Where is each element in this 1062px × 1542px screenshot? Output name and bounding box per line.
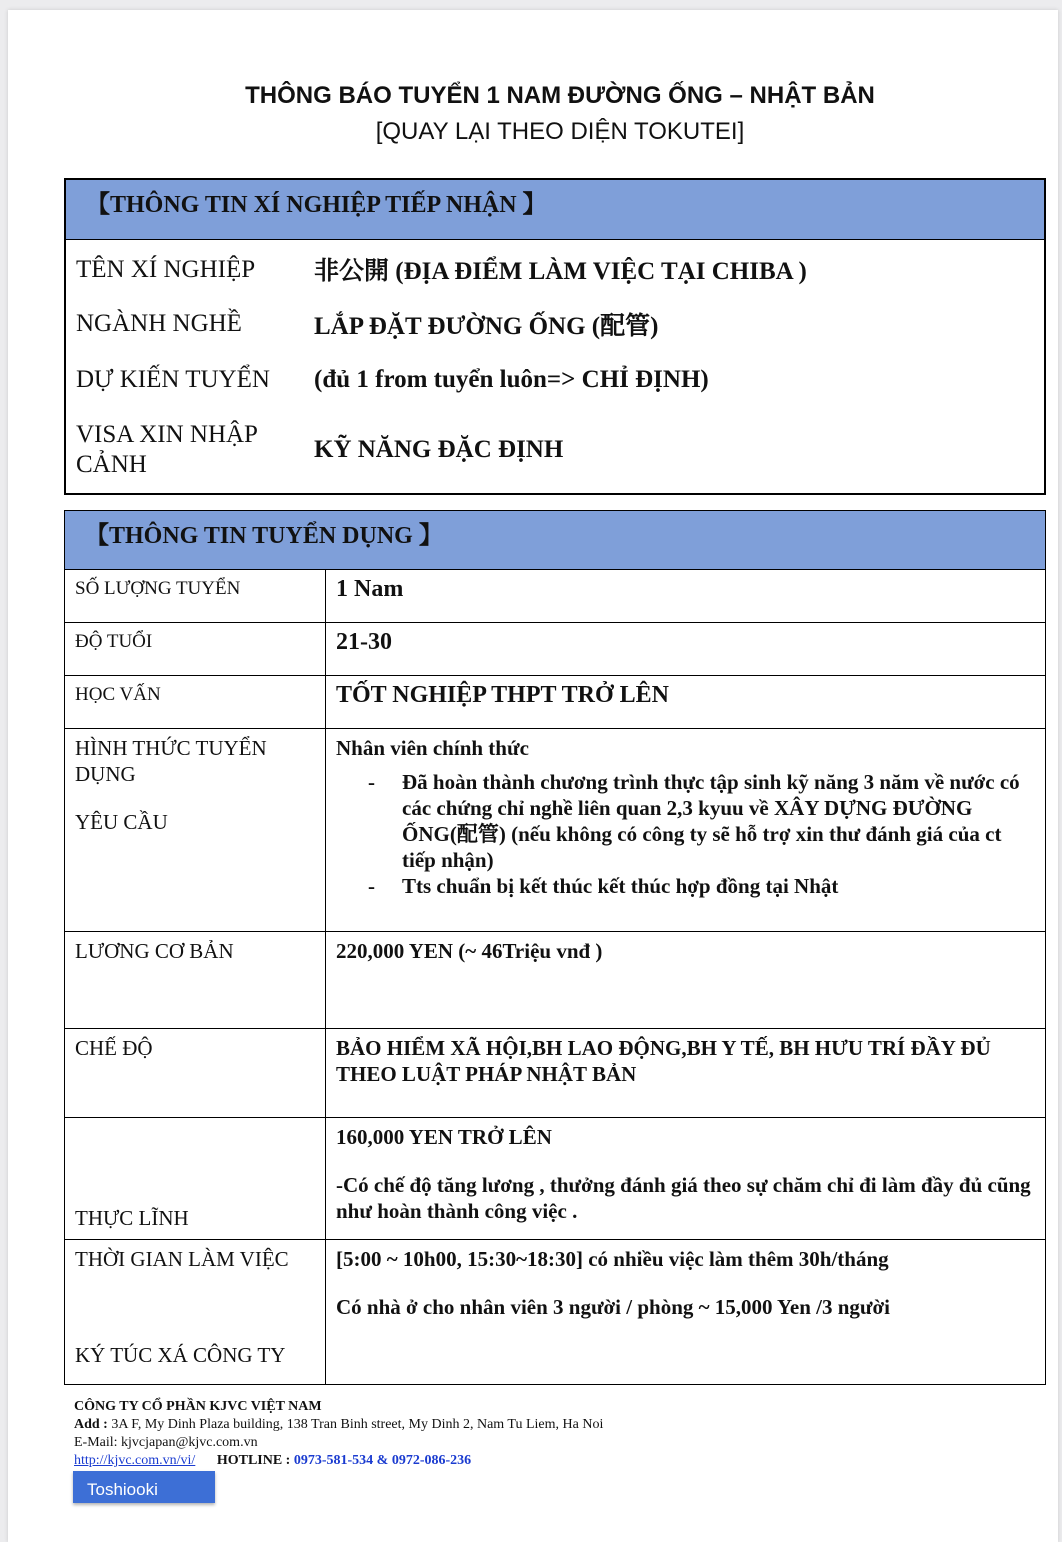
row-label: TÊN XÍ NGHIỆP <box>76 255 256 283</box>
education-value: TỐT NGHIỆP THPT TRỞ LÊN <box>326 676 1046 729</box>
list-item: - Tts chuẩn bị kết thúc kết thúc hợp đồng tại Nhật <box>402 873 1037 899</box>
table-row <box>65 570 1046 623</box>
salary-value: 220,000 YEN (~ 46Triệu vnđ ) <box>326 932 1046 1029</box>
dorm-label: KÝ TÚC XÁ CÔNG TY <box>75 1343 286 1367</box>
table-row <box>65 1029 1046 1118</box>
author-badge: Toshiooki <box>73 1471 215 1503</box>
form-label: HÌNH THỨC TUYỂN DỤNG <box>75 736 267 786</box>
net-label: THỰC LĨNH <box>65 1118 326 1240</box>
company-footer <box>74 1398 603 1470</box>
requirements-list <box>336 769 1037 899</box>
row-value: (đủ 1 from tuyển luôn=> CHỈ ĐỊNH) <box>314 366 709 393</box>
education-label: HỌC VẤN <box>65 676 326 729</box>
hotline-label: HOTLINE : <box>216 1453 291 1468</box>
footer-company: CÔNG TY CỔ PHẦN KJVC VIỆT NAM <box>74 1399 322 1414</box>
hotline-number: 0973-581-534 & 0972-086-236 <box>293 1453 472 1468</box>
quantity-label: SỐ LƯỢNG TUYỂN <box>65 570 326 623</box>
page-subtitle: [QUAY LẠI THEO DIỆN TOKUTEI] <box>375 118 745 145</box>
row-label: DỰ KIẾN TUYỂN <box>76 366 270 393</box>
company-info-heading: 【THÔNG TIN XÍ NGHIỆP TIẾP NHẬN 】 <box>65 179 1045 240</box>
row-value: KỸ NĂNG ĐẶC ĐỊNH <box>314 436 564 463</box>
table-row <box>65 729 1046 932</box>
recruit-info-table <box>64 510 1046 1385</box>
row-label: VISA XIN NHẬP CẢNH <box>76 421 258 478</box>
website-link[interactable]: http://kjvc.com.vn/vi/ <box>74 1453 196 1468</box>
table-row <box>65 295 1045 353</box>
table-row <box>65 353 1045 407</box>
age-label: ĐỘ TUỔI <box>65 623 326 676</box>
form-value: Nhân viên chính thức <box>336 736 529 760</box>
recruit-info-heading: 【THÔNG TIN TUYỂN DỤNG 】 <box>65 511 1046 570</box>
dorm-value: Có nhà ở cho nhân viên 3 người / phòng ~ 15,000 Yen /3 người <box>336 1295 890 1319</box>
benefits-value: BẢO HIỂM XÃ HỘI,BH LAO ĐỘNG,BH Y TẾ, BH HƯU TRÍ ĐẦY ĐỦ THEO LUẬT PHÁP NHẬT BẢN <box>326 1029 1046 1118</box>
hours-label: THỜI GIAN LÀM VIỆC <box>75 1247 289 1271</box>
hours-value: [5:00 ~ 10h00, 15:30~18:30] có nhiều việc làm thêm 30h/tháng <box>336 1247 889 1271</box>
row-value: LẮP ĐẶT ĐƯỜNG ỐNG (配管) <box>314 313 659 340</box>
net-value: 160,000 YEN TRỞ LÊN <box>336 1125 552 1149</box>
table-row <box>65 932 1046 1029</box>
footer-email: E-Mail: kjvcjapan@kjvc.com.vn <box>74 1435 258 1450</box>
table-row <box>65 1240 1046 1385</box>
benefits-label: CHẾ ĐỘ <box>65 1029 326 1118</box>
table-row <box>65 676 1046 729</box>
row-label: NGÀNH NGHỀ <box>76 310 242 337</box>
table-row <box>65 1118 1046 1240</box>
table-row <box>65 623 1046 676</box>
address-label: Add : <box>74 1417 108 1432</box>
table-row <box>65 407 1045 494</box>
footer-address: 3A F, My Dinh Plaza building, 138 Tran Binh street, My Dinh 2, Nam Tu Liem, Ha Noi <box>111 1417 604 1432</box>
quantity-value: 1 Nam <box>326 570 1046 623</box>
page-title: THÔNG BÁO TUYỂN 1 NAM ĐƯỜNG ỐNG – NHẬT BẢN <box>245 82 875 109</box>
table-row <box>65 240 1045 296</box>
row-value: 非公開 (ĐỊA ĐIỂM LÀM VIỆC TẠI CHIBA ) <box>314 258 807 285</box>
net-note: -Có chế độ tăng lương , thưởng đánh giá theo sự chăm chỉ đi làm đầy đủ cũng như hoàn thành công việc . <box>336 1173 1031 1223</box>
salary-label: LƯƠNG CƠ BẢN <box>65 932 326 1029</box>
requirements-label: YÊU CẦU <box>75 810 168 834</box>
list-item: - Đã hoàn thành chương trình thực tập sinh kỹ năng 3 năm về nước có các chứng chỉ nghề liên quan 2,3 kyuu về XÂY DỰNG ĐƯỜNG ỐNG(配管) (nếu không có công ty sẽ hỗ trợ xin thư đánh giá của ct tiếp nhận) <box>402 769 1037 873</box>
company-info-table <box>64 178 1046 495</box>
age-value: 21-30 <box>326 623 1046 676</box>
